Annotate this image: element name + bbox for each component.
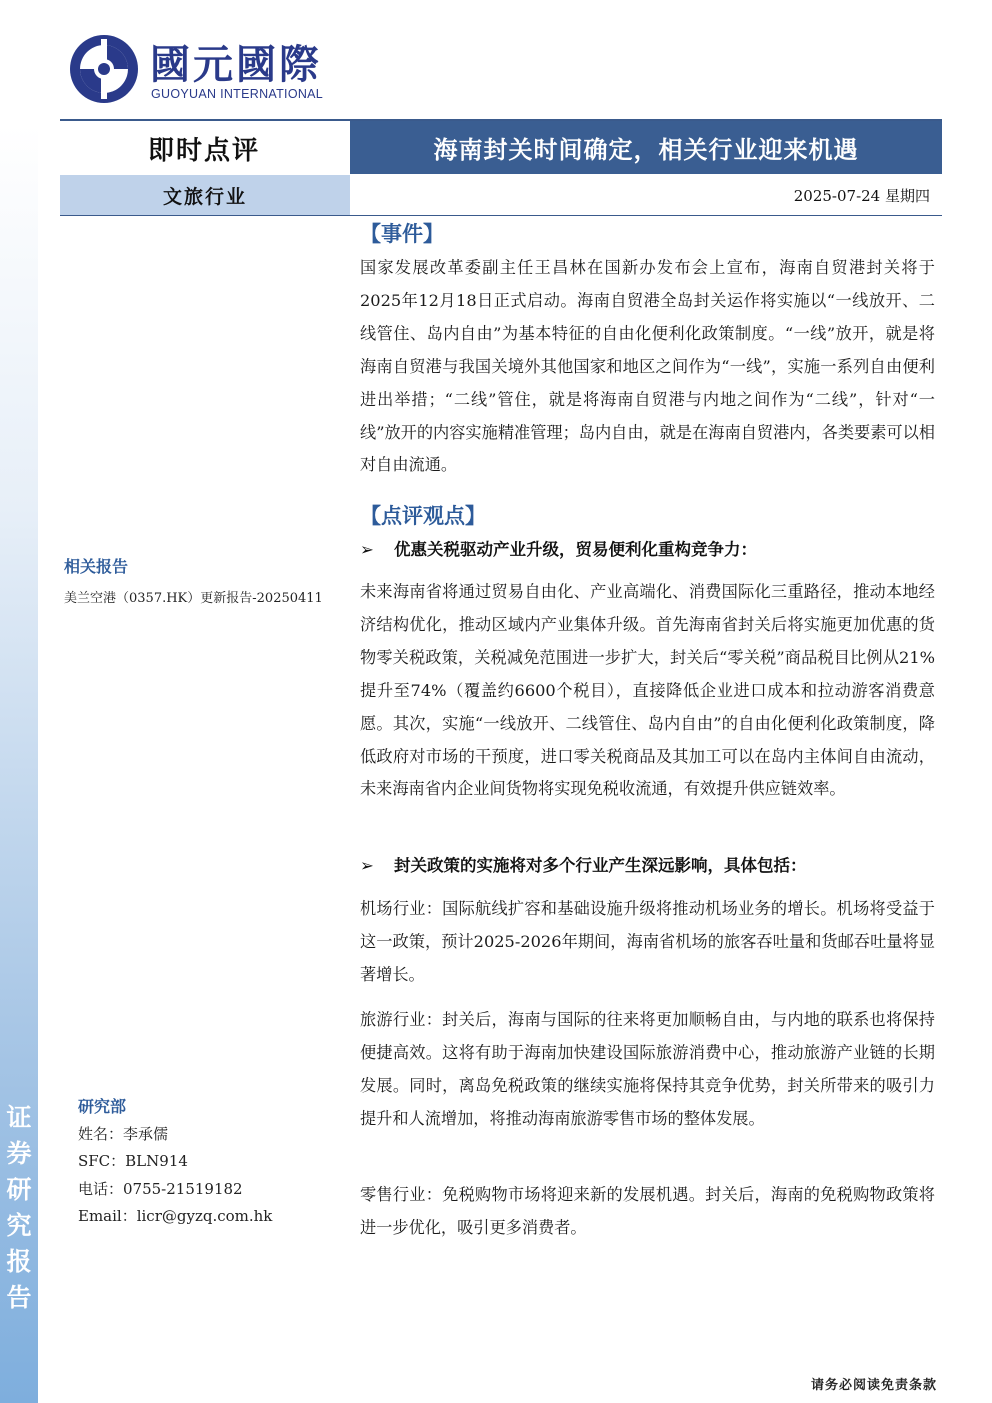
report-type: 即时点评: [147, 135, 260, 166]
tariff-paragraph: 未来海南省将通过贸易自由化、产业高端化、消费国际化三重路径，推动本地经济结构优化，推动区域内产业集体升级。首先海南省封关后将实施更加优惠的货物零关税政策，关税减免范围进一步扩大，封关后“零关税”商品税目比例从21%提升至74%（覆盖约6600个税目），直接降低企业进口成本和拉动游客消费意愿。其次，实施“一线放开、二线管住、岛内自由”的自由化便利化政策制度，降低政府对市场的干预度，进口零关税商品及其加工可以在岛内主体间自由流动，未来海南省内企业间货物将实现免税收流通，有效提升供应链效率。: [360, 582, 935, 799]
analyst-name: 姓名：李承儒: [78, 1124, 169, 1143]
airport-paragraph: 机场行业：国际航线扩容和基础设施升级将推动机场业务的增长。机场将受益于这一政策，预计2025-2026年期间，海南省机场的旅客吞吐量和货邮吞吐量将显著增长。: [360, 899, 935, 984]
analyst-email[interactable]: Email：licr@gyzq.com.hk: [78, 1207, 273, 1225]
logo-mark-icon: [68, 33, 140, 105]
event-paragraph: 国家发展改革委副主任王昌林在国新办发布会上宣布，海南自贸港封关将于2025年12月18日正式启动。海南自贸港全岛封关运作将实施以“一线放开、二线管住、岛内自由”为基本特征的自由化便利化政策制度。“一线”放开，就是将海南自贸港与我国关境外其他国家和地区之间作为“一线”，实施一系列自由便利进出举措；“二线”管住，就是将海南自贸港与内地之间作为“二线”，针对“一线”放开的内容实施精准管理；岛内自由，就是在海南自贸港内，各类要素可以相对自由流通。: [360, 258, 935, 475]
research-contact: [78, 1093, 272, 1231]
disclaimer-link[interactable]: 请务必阅读免责条款: [810, 1378, 937, 1393]
bullet-arrow-icon: ➢: [360, 540, 374, 559]
analyst-sfc: SFC：BLN914: [78, 1152, 188, 1170]
side-char: 究: [6, 1211, 32, 1240]
side-char: 券: [6, 1139, 32, 1168]
report-date: 2025-07-24 星期四: [793, 186, 930, 205]
related-report-link[interactable]: 美兰空港（0357.HK）更新报告-20250411: [64, 591, 323, 606]
analyst-phone: 电话：0755-21519182: [78, 1179, 243, 1198]
side-char: 研: [6, 1175, 32, 1204]
research-dept-title: 研究部: [78, 1097, 127, 1116]
side-char: 告: [6, 1283, 32, 1312]
bullet-tariff-text: 优惠关税驱动产业升级，贸易便利化重构竞争力：: [394, 540, 757, 559]
bullet-tariff: [360, 536, 935, 560]
header-bottom-rule: [60, 215, 942, 216]
related-reports-title: 相关报告: [64, 557, 129, 576]
tourism-paragraph: 旅游行业：封关后，海南与国际的往来将更加顺畅自由，与内地的联系也将保持便捷高效。这将有助于海南加快建设国际旅游消费中心，推动旅游产业链的长期发展。同时，离岛免税政策的继续实施将保持其竞争优势，封关所带来的吸引力提升和人流增加，将推动海南旅游零售市场的整体发展。: [360, 1010, 935, 1128]
bullet-arrow-icon: ➢: [360, 856, 374, 875]
logo-text-en: GUOYUAN INTERNATIONAL: [151, 87, 324, 101]
review-heading: 【点评观点】: [360, 503, 486, 528]
industry-label: 文旅行业: [60, 175, 350, 215]
bullet-industries-text: 封关政策的实施将对多个行业产生深远影响，具体包括：: [394, 856, 807, 875]
logo-text-cn: 國元國際: [150, 42, 322, 88]
retail-paragraph: 零售行业：免税购物市场将迎来新的发展机遇。封关后，海南的免税购物政策将进一步优化，吸引更多消费者。: [360, 1185, 935, 1237]
side-vertical-label: [4, 1100, 34, 1316]
company-logo: [68, 33, 338, 108]
report-title: 海南封关时间确定，相关行业迎来机遇: [350, 121, 942, 174]
event-heading: 【事件】: [360, 221, 444, 246]
side-char: 报: [6, 1247, 32, 1276]
side-char: 证: [6, 1103, 32, 1132]
bullet-industries: [360, 852, 935, 876]
